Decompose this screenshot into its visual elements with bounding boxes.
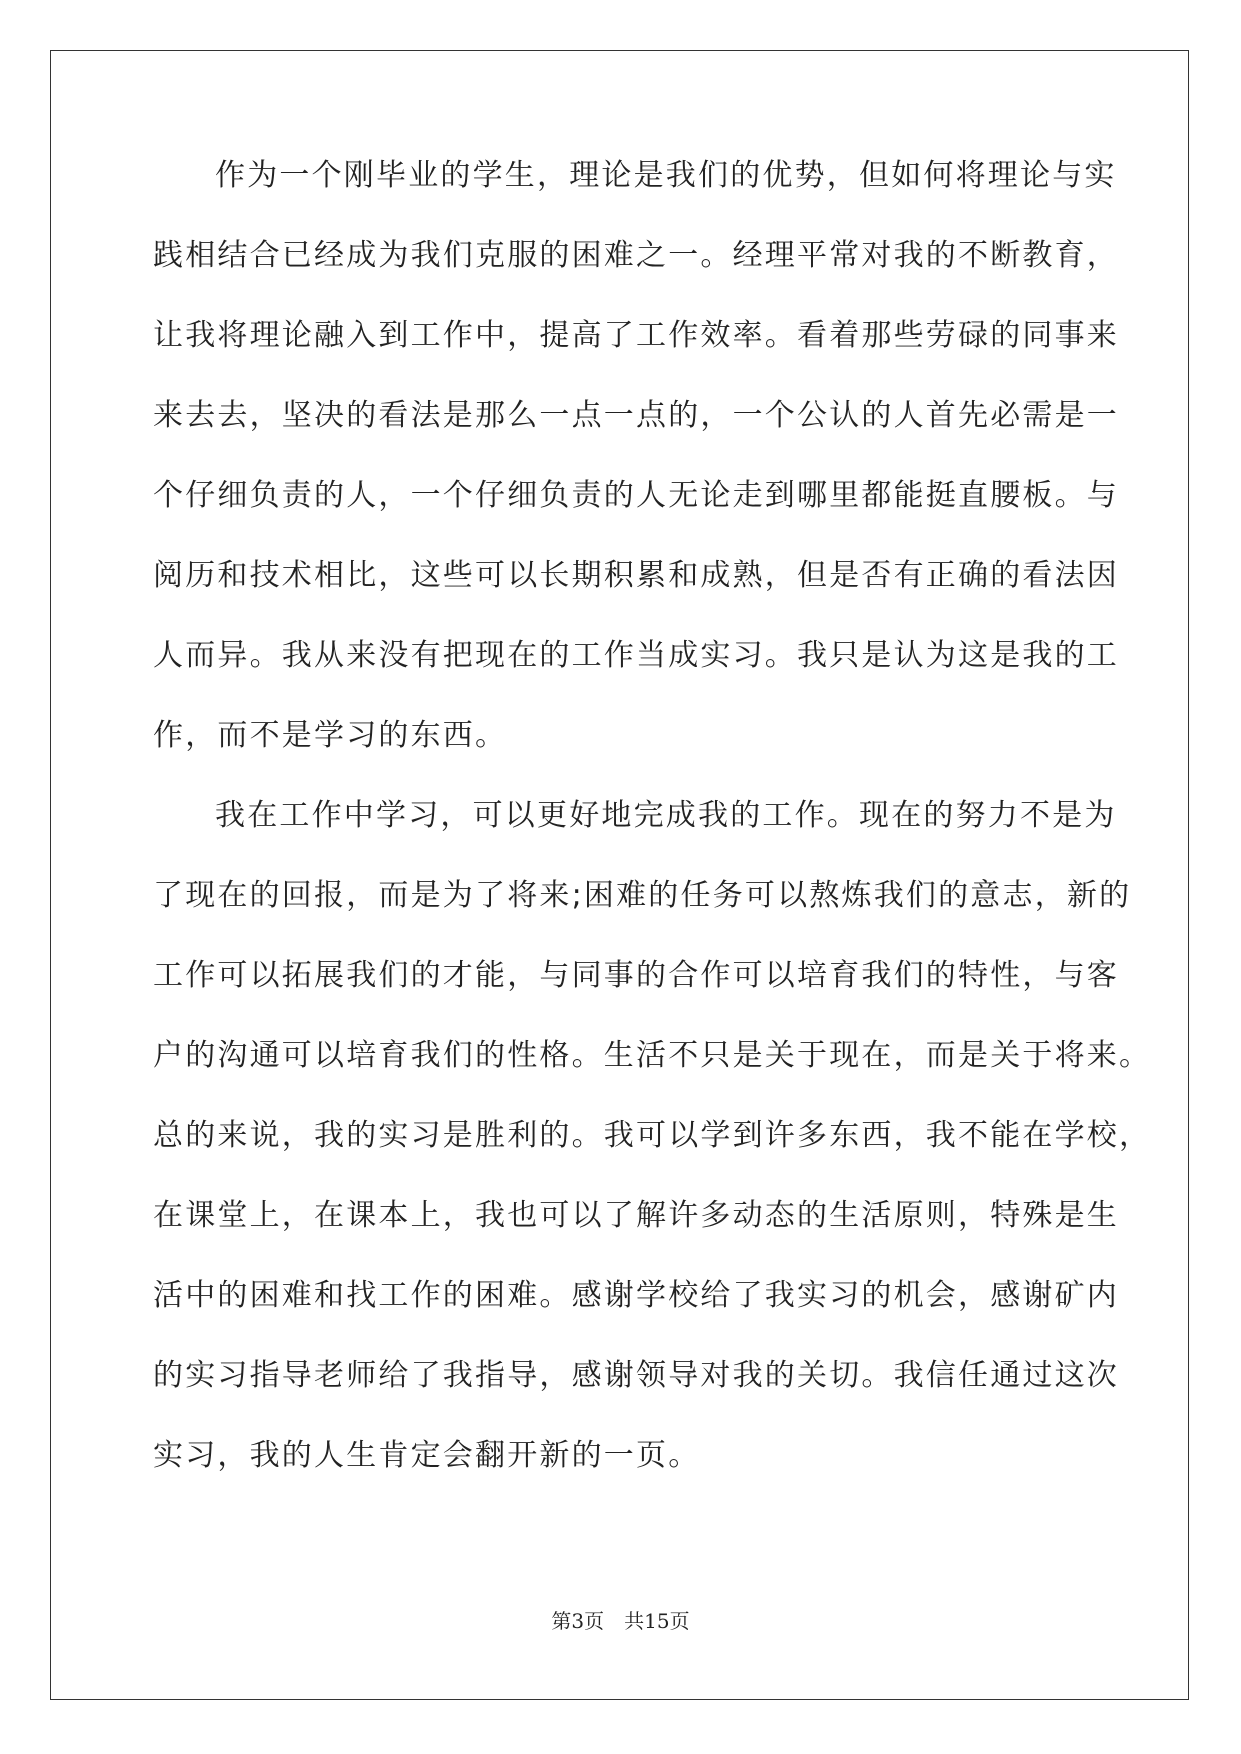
text-line: 工作可以拓展我们的才能，与同事的合作可以培育我们的特性，与客 bbox=[153, 958, 1119, 993]
text-line: 作，而不是学习的东西。 bbox=[153, 718, 508, 753]
text-line: 的实习指导老师给了我指导，感谢领导对我的关切。我信任通过这次 bbox=[153, 1358, 1119, 1393]
text-line: 在课堂上，在课本上，我也可以了解许多动态的生活原则，特殊是生 bbox=[153, 1198, 1119, 1233]
text-line: 我在工作中学习，可以更好地完成我的工作。现在的努力不是为 bbox=[215, 798, 1117, 833]
text-line: 总的来说，我的实习是胜利的。我可以学到许多东西，我不能在学校， bbox=[153, 1118, 1152, 1153]
text-line: 让我将理论融入到工作中，提高了工作效率。看着那些劳碌的同事来 bbox=[153, 318, 1119, 353]
text-line: 户的沟通可以培育我们的性格。生活不只是关于现在，而是关于将来。 bbox=[153, 1038, 1152, 1073]
text-line: 实习，我的人生肯定会翻开新的一页。 bbox=[153, 1438, 701, 1473]
text-line: 来去去，坚决的看法是那么一点一点的，一个公认的人首先必需是一 bbox=[153, 398, 1119, 433]
text-line: 作为一个刚毕业的学生，理论是我们的优势，但如何将理论与实 bbox=[215, 158, 1117, 193]
document-body bbox=[153, 158, 1152, 1525]
text-line: 了现在的回报，而是为了将来;困难的任务可以熬炼我们的意志，新的 bbox=[153, 878, 1132, 913]
text-line: 个仔细负责的人，一个仔细负责的人无论走到哪里都能挺直腰板。与 bbox=[153, 478, 1119, 513]
text-line: 活中的困难和找工作的困难。感谢学校给了我实习的机会，感谢矿内 bbox=[153, 1278, 1119, 1313]
text-line: 阅历和技术相比，这些可以长期积累和成熟，但是否有正确的看法因 bbox=[153, 558, 1119, 593]
page-number-footer: 第3页 共15页 bbox=[551, 1609, 690, 1633]
text-line: 人而异。我从来没有把现在的工作当成实习。我只是认为这是我的工 bbox=[153, 638, 1119, 673]
text-line: 践相结合已经成为我们克服的困难之一。经理平常对我的不断教育， bbox=[153, 238, 1119, 273]
